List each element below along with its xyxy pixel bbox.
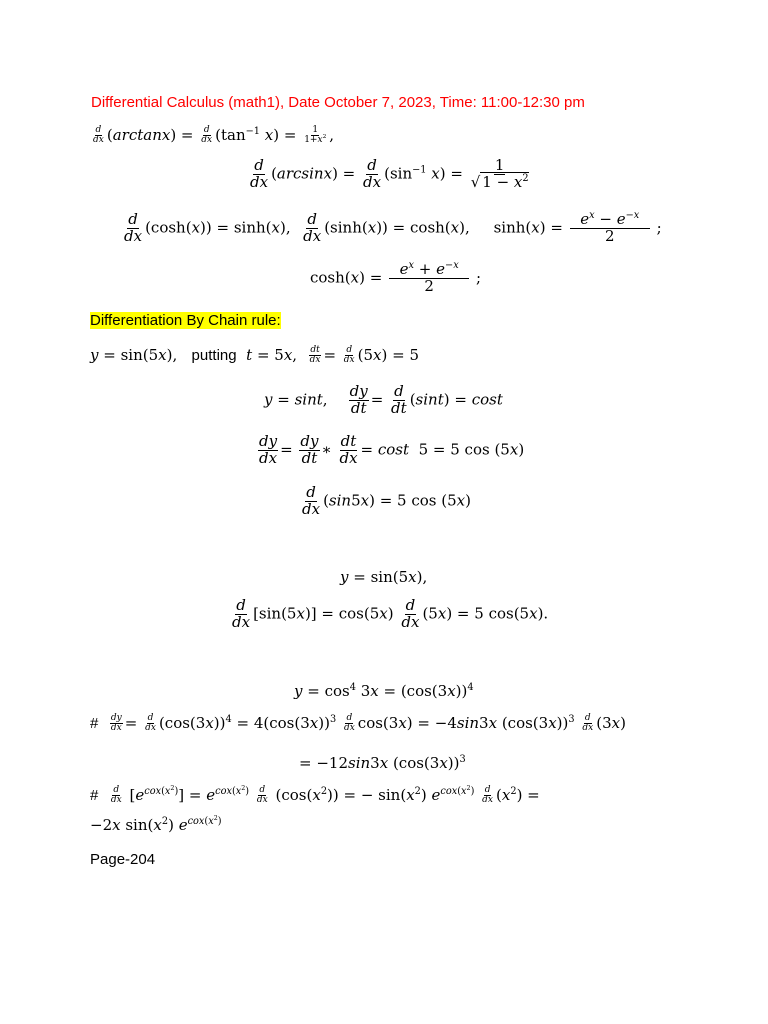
equation-cosh-def: cosh(x) = $\frac{e^x + e^{-x}}{2}$ ; <box>310 260 482 295</box>
equation-hyperbolic: $\frac{d}{dx}$ (cosh(x)) = sinh(x), $\frac{d}{dx}$ (sinh(x)) = cosh(x), sinh(x) = $\frac{e^x - e^{-x}}{2}$ ; <box>124 210 662 245</box>
equation-chain-3: $\frac{dy}{dx}$ = $\frac{dy}{dt}$ ∗ $\frac{dt}{dx}$ = cost 5 = 5 cos (5x) <box>259 432 525 467</box>
equation-cos4-result: = −12sin3x $(\cos(3x))^3$ <box>299 754 466 772</box>
section-heading: Differentiation By Chain rule: <box>90 312 281 329</box>
equation-exp-cos-result: −2x $\sin(x^2)$ $e^{cox(x^2)}$ <box>90 814 222 834</box>
page-title: Differential Calculus (math1), Date October 7, 2023, Time: 11:00-12:30 pm <box>91 94 585 111</box>
equation-sin5x-derivative: $\frac{d}{dx}$ [sin(5x)] = cos(5x) $\frac{d}{dx}$ (5x) = 5 cos(5x). <box>232 596 549 631</box>
page-number: Page-204 <box>90 851 156 868</box>
equation-arctan: $\frac{d}{dx}$ (arctanx) = $\frac{d}{dx}$ ($\tan^{-1}$ x) = $\frac{1}{1+x^2}$ , <box>93 125 335 146</box>
equation-chain-2: y = sint, $\frac{dy}{dt}$ = $\frac{d}{dt}$ (sint) = cost <box>264 382 503 417</box>
equation-exp-cos: # $\frac{d}{dx}$ $[e^{cox(x^2)}] = e^{cox(x^2)}$ $\frac{d}{dx}$ $(\cos(x^2))$ = − $\sin(x^2)$ $e^{cox(x^2)}$ $\frac{d}{dx}$ $(x^2)$ = <box>90 784 540 806</box>
equation-arcsin: $\frac{d}{dx}$ (arcsinx) = $\frac{d}{dx}$ ($\sin^{-1}$ x) = $\frac{1}{√ 1 - x^2}$ <box>250 156 529 191</box>
equation-cos4-derivative: # $\frac{dy}{dx}$ = $\frac{d}{dx}$ $(\cos(3x))^4 = 4(\cos(3x))^3$ $\frac{d}{dx}$ cos(3x) = −4sin3x $(\cos(3x))^3$ $\frac{d}{dx}$ (3x) <box>90 713 626 734</box>
equation-sin5x: y = sin(5x), <box>340 568 428 586</box>
equation-chain-4: $\frac{d}{dx}$ (sin5x) = 5 cos (5x) <box>302 483 471 518</box>
equation-cos4: $y = \cos^4 3x = (\cos(3x))^4$ <box>294 682 474 700</box>
equation-chain-1: y = sin(5x), putting t = 5x, $\frac{dt}{dx}$ = $\frac{d}{dx}$ (5x) = 5 <box>90 345 420 366</box>
